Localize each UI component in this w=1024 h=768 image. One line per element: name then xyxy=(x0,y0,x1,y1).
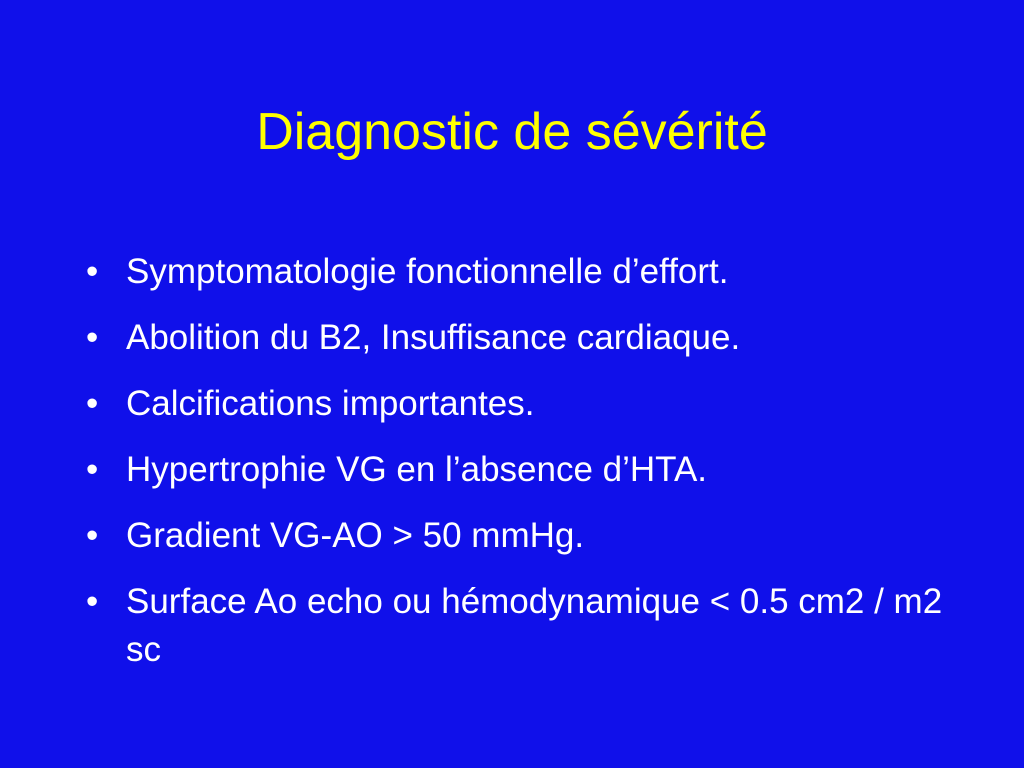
bullet-text: Abolition du B2, Insuffisance cardiaque. xyxy=(126,318,741,357)
bullet-text: Calcifications importantes. xyxy=(126,384,535,423)
bullet-text: Gradient VG-AO > 50 mmHg. xyxy=(126,516,585,555)
list-item xyxy=(86,248,946,296)
slide-title: Diagnostic de sévérité xyxy=(256,103,768,161)
bullet-text: Symptomatologie fonctionnelle d’effort. xyxy=(126,252,729,291)
list-item xyxy=(86,446,946,494)
bullet-text: Hypertrophie VG en l’absence d’HTA. xyxy=(126,450,708,489)
bullet-icon: • xyxy=(86,582,99,621)
bullet-icon: • xyxy=(86,384,99,423)
list-item xyxy=(86,314,946,362)
bullet-text: Surface Ao echo ou hémodynamique < 0.5 cm2 / m2 sc xyxy=(126,582,943,669)
list-item xyxy=(86,512,946,560)
bullet-list xyxy=(86,248,946,692)
bullet-icon: • xyxy=(86,516,99,555)
list-item xyxy=(86,380,946,428)
bullet-icon: • xyxy=(86,252,99,291)
list-item xyxy=(86,578,946,674)
bullet-icon: • xyxy=(86,318,99,357)
bullet-icon: • xyxy=(86,450,99,489)
